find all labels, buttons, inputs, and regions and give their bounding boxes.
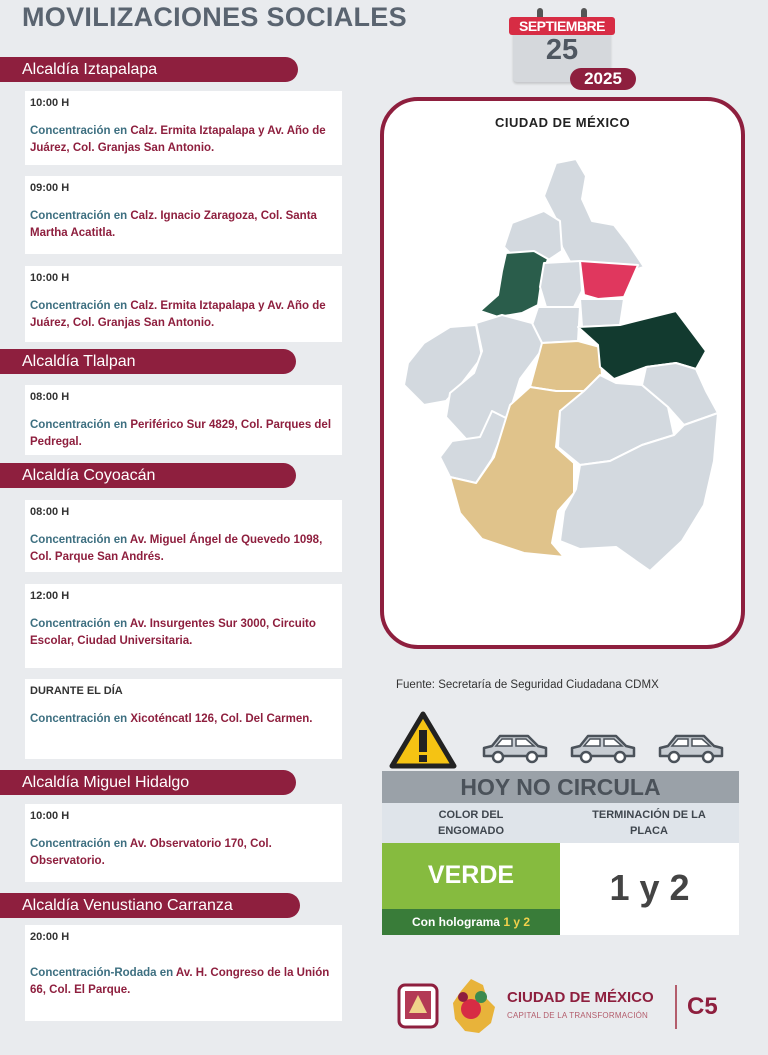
event-time: 08:00 H	[30, 391, 70, 403]
event-card	[25, 804, 342, 882]
event-description: Concentración-Rodada en Av. H. Congreso de la Unión 66, Col. El Parque.	[30, 967, 330, 996]
c5-logo: C5	[687, 993, 718, 1020]
event-description: Concentración en Av. Insurgentes Sur 3000, Circuito Escolar, Ciudad Universitaria.	[30, 618, 316, 647]
event-card	[25, 385, 342, 455]
event-description: Concentración en Xicoténcatl 126, Col. Del Carmen.	[30, 713, 313, 725]
event-description: Concentración en Calz. Ermita Iztapalapa y Av. Año de Juárez, Col. Granjas San Antonio.	[30, 125, 326, 154]
event-card	[25, 679, 342, 759]
map-panel	[380, 97, 745, 649]
calendar-month: SEPTIEMBRE	[509, 17, 615, 35]
event-time: 10:00 H	[30, 272, 70, 284]
section-iztapalapa: Alcaldía Iztapalapa	[0, 57, 298, 82]
event-time: 12:00 H	[30, 590, 70, 602]
color-label: COLOR DEL ENGOMADO	[438, 809, 504, 837]
event-card	[25, 91, 342, 165]
map-region-iztacalco	[580, 299, 624, 327]
cdmx-logo-subtitle: CAPITAL DE LA TRANSFORMACIÓN	[507, 1011, 649, 1020]
section-miguel-hidalgo: Alcaldía Miguel Hidalgo	[0, 770, 296, 795]
event-time: 10:00 H	[30, 97, 70, 109]
map-region-cuauhtemoc	[540, 261, 582, 307]
car-icon	[654, 730, 726, 766]
event-description: Concentración en Periférico Sur 4829, Col. Parques del Pedregal.	[30, 419, 332, 448]
event-description: Concentración en Calz. Ermita Iztapalapa y Av. Año de Juárez, Col. Granjas San Antonio.	[30, 300, 326, 329]
page-title: MOVILIZACIONES SOCIALES	[22, 2, 407, 32]
section-coyoacan: Alcaldía Coyoacán	[0, 463, 296, 488]
cdmx-logo-title: CIUDAD DE MÉXICO	[507, 989, 654, 1006]
map-region-gam	[544, 159, 644, 273]
sticker-color: VERDE	[427, 861, 515, 889]
event-time: 20:00 H	[30, 931, 70, 943]
event-time: DURANTE EL DÍA	[30, 685, 123, 697]
source-note: Fuente: Secretaría de Seguridad Ciudadana CDMX	[396, 679, 659, 691]
map-title: CIUDAD DE MÉXICO	[494, 115, 631, 130]
coat-of-arms-icon	[397, 983, 439, 1029]
calendar-year: 2025	[570, 68, 636, 90]
car-icon	[478, 730, 550, 766]
plate-box	[560, 843, 739, 935]
event-description: Concentración en Calz. Ignacio Zaragoza, Col. Santa Martha Acatitla.	[30, 210, 317, 239]
sticker-color-box	[382, 843, 560, 935]
footer-logos	[397, 975, 742, 1037]
map-region-venustiano-carranza	[580, 261, 638, 299]
cdmx-logo-icon	[449, 975, 499, 1037]
event-card	[25, 266, 342, 342]
event-time: 09:00 H	[30, 182, 70, 194]
event-description: Concentración en Av. Miguel Ángel de Quevedo 1098, Col. Parque San Andrés.	[30, 534, 323, 563]
calendar	[509, 8, 622, 88]
cdmx-map	[384, 101, 741, 645]
event-card	[25, 925, 342, 1021]
hologram-note: Con holograma 1 y 2	[382, 909, 560, 935]
plate-label: TERMINACIÓN DE LA PLACA	[592, 809, 706, 837]
plate-numbers: 1 y 2	[609, 867, 690, 908]
event-time: 08:00 H	[30, 506, 70, 518]
event-card	[25, 584, 342, 668]
car-icon	[566, 730, 638, 766]
calendar-day: 25	[545, 34, 579, 66]
hoy-no-circula-title: HOY NO CIRCULA	[382, 771, 739, 803]
logo-divider	[675, 985, 677, 1029]
event-time: 10:00 H	[30, 810, 70, 822]
event-card	[25, 500, 342, 572]
section-venustiano-carranza: Alcaldía Venustiano Carranza	[0, 893, 300, 918]
event-card	[25, 176, 342, 254]
warning-icon	[388, 710, 458, 770]
hoy-no-circula-subheader	[382, 803, 739, 843]
event-description: Concentración en Av. Observatorio 170, Col. Observatorio.	[30, 838, 272, 867]
section-tlalpan: Alcaldía Tlalpan	[0, 349, 296, 374]
